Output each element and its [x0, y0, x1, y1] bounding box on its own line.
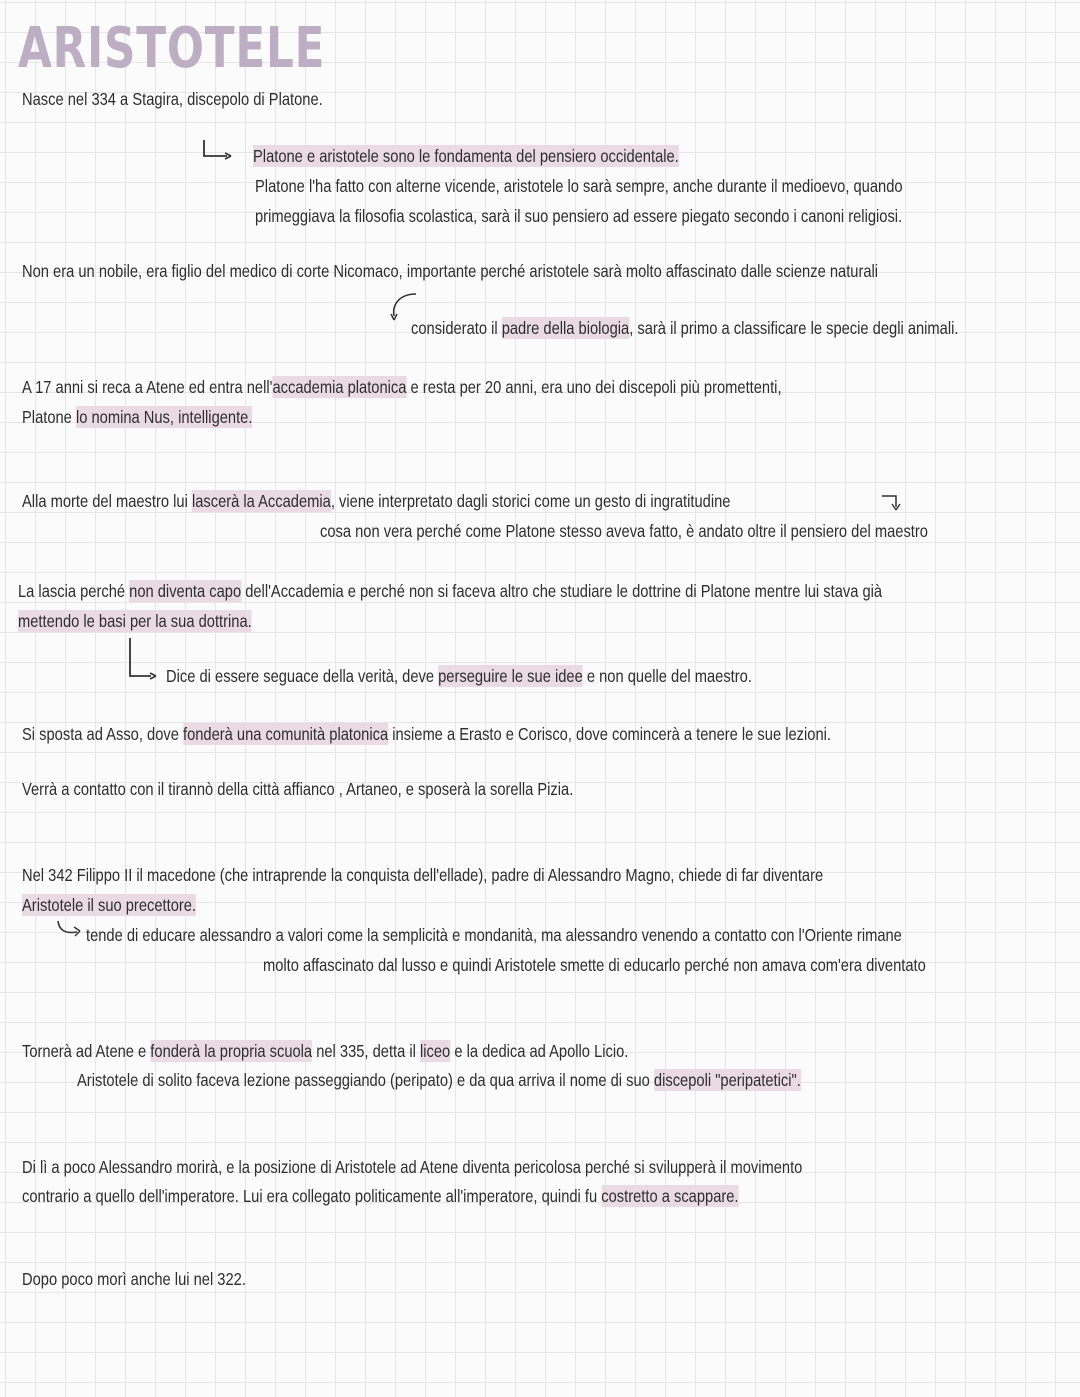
- note-line: cosa non vera perché come Platone stesso aveva fatto, è andato oltre il pensiero del maestro: [320, 521, 928, 541]
- highlight: non diventa capo: [129, 581, 242, 601]
- note-line: Non era un nobile, era figlio del medico di corte Nicomaco, importante perché aristotele sarà molto affascinato dalle scienze naturali: [22, 261, 879, 281]
- text-span: Dice di essere seguace della verità, deve: [166, 666, 439, 686]
- text-span: A 17 anni si reca a Atene ed entra nell': [22, 377, 273, 397]
- highlight: perseguire le sue idee: [438, 666, 583, 686]
- note-line: Platone l'ha fatto con alterne vicende, aristotele lo sarà sempre, anche durante il medioevo, quando: [255, 176, 903, 196]
- highlight: discepoli "peripatetici".: [653, 1070, 801, 1090]
- note-line: [18, 576, 882, 606]
- note-line: tende di educare alessandro a valori come la semplicità e mondanità, ma alessandro venendo a contatto con l'Oriente rimane: [86, 925, 902, 945]
- text-span: dell'Accademia e perché non si faceva altro che studiare le dottrine di Platone mentre lui stava già: [241, 581, 883, 601]
- note-line: [22, 719, 831, 749]
- note-line: Dopo poco morì anche lui nel 322.: [22, 1269, 246, 1289]
- note-line: Di lì a poco Alessandro morirà, e la posizione di Aristotele ad Atene diventa pericolosa perché si svilupperà il movimento: [22, 1157, 803, 1177]
- highlight: mettendo le basi per la sua dottrina.: [18, 611, 252, 631]
- text-span: , viene interpretato dagli storici come un gesto di ingratitudine: [330, 491, 731, 511]
- text-span: contrario a quello dell'imperatore. Lui era collegato politicamente all'imperatore, quindi fu: [22, 1186, 602, 1206]
- text-span: considerato il: [411, 318, 502, 338]
- text-span: e resta per 20 anni, era uno dei discepoli più promettenti,: [406, 377, 782, 397]
- text-span: e la dedica ad Apollo Licio.: [450, 1041, 629, 1061]
- text-span: Aristotele di solito faceva lezione passeggiando (peripato) e da qua arriva il nome di suo: [77, 1070, 654, 1090]
- corner-arrow-icon: [201, 138, 241, 162]
- text-span: Tornerà ad Atene e: [22, 1041, 151, 1061]
- highlight: padre della biologia: [501, 318, 630, 338]
- note-line: Verrà a contatto con il tirannò della città affianco , Artaneo, e sposerà la sorella Pizia.: [22, 779, 574, 799]
- text-span: e non quelle del maestro.: [582, 666, 752, 686]
- text-span: Alla morte del maestro lui: [22, 491, 192, 511]
- page-title: ARISTOTELE: [18, 16, 326, 81]
- note-line: [22, 486, 730, 516]
- text-span: nel 335, detta il: [312, 1041, 420, 1061]
- text-span: , sarà il primo a classificare le specie degli animali.: [629, 318, 959, 338]
- highlight: lascerà la Accademia: [191, 491, 331, 511]
- text-span: La lascia perché: [18, 581, 130, 601]
- highlight: liceo: [419, 1041, 451, 1061]
- highlight: accademia platonica: [272, 377, 407, 397]
- curved-arrow-icon: [55, 918, 85, 942]
- note-line: [22, 372, 782, 402]
- highlight: fonderà una comunità platonica: [182, 724, 389, 744]
- note-line: [77, 1065, 801, 1095]
- note-line: Nel 342 Filippo II il macedone (che intraprende la conquista dell'ellade), padre di Alessandro Magno, chiede di far diventare: [22, 865, 824, 885]
- note-line: [22, 890, 196, 920]
- note-line: [18, 606, 252, 636]
- text-span: Si sposta ad Asso, dove: [22, 724, 183, 744]
- note-line: [22, 402, 252, 432]
- note-line: primeggiava la filosofia scolastica, sarà il suo pensiero ad essere piegato secondo i canoni religiosi.: [255, 206, 903, 226]
- highlight: Platone e aristotele sono le fondamenta del pensiero occidentale.: [253, 146, 679, 166]
- highlight: lo nomina Nus, intelligente.: [75, 407, 253, 427]
- corner-arrow-icon: [127, 636, 163, 682]
- note-line: [411, 313, 958, 343]
- text-span: insieme a Erasto e Corisco, dove comincerà a tenere le sue lezioni.: [388, 724, 831, 744]
- down-arrow-icon: [880, 490, 908, 512]
- text-span: Platone: [22, 407, 76, 427]
- note-line: [22, 1181, 739, 1211]
- note-line: Nasce nel 334 a Stagira, discepolo di Platone.: [22, 89, 323, 109]
- note-line: [22, 1036, 628, 1066]
- note-line: [253, 141, 679, 171]
- highlight: fonderà la propria scuola: [150, 1041, 313, 1061]
- highlight: Aristotele il suo precettore.: [22, 895, 197, 915]
- note-line: molto affascinato dal lusso e quindi Aristotele smette di educarlo perché non amava com'era diventato: [263, 955, 926, 975]
- highlight: costretto a scappare.: [601, 1186, 739, 1206]
- note-line: [166, 661, 752, 691]
